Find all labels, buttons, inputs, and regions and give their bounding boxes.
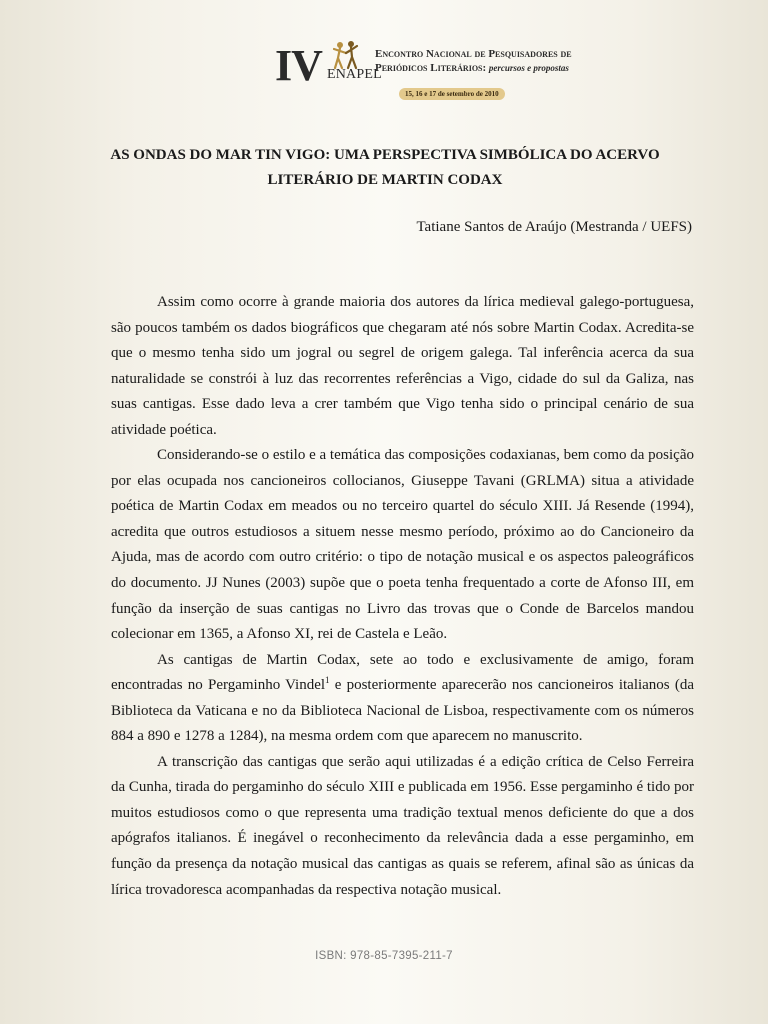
paragraph-4: A transcrição das cantigas que serão aqui utilizadas é a edição crítica de Celso Ferreira da Cunha, tirada do pergaminho do século XIII e publicada em 1956. Esse pergaminho é tido por muitos estudiosos como o que representa uma tradição textual menos deficiente do que a dos apógrafos italianos. É inegável o reconhecimento da relevância dada a esse pergaminho, em função da presença da notação musical das cantigas as quais se referem, afinal são as únicas da lírica trovadoresca acompanhadas da respectiva notação musical.: [111, 753, 694, 898]
event-name-line1: Encontro Nacional de Pesquisadores de: [375, 48, 572, 60]
event-dates-badge: 15, 16 e 17 de setembro de 2010: [399, 88, 505, 100]
paragraph-3: [111, 648, 694, 750]
article-body: [111, 290, 694, 903]
article-title: AS ONDAS DO MAR TIN VIGO: UMA PERSPECTIVA SIMBÓLICA DO ACERVO LITERÁRIO DE MARTIN CODAX: [110, 147, 660, 188]
conference-logo: [275, 40, 572, 106]
logo-roman-numeral: IV: [275, 41, 322, 90]
isbn-footer: ISBN: 978-85-7395-211-7: [315, 950, 453, 962]
logo-acronym: ENAPEL: [327, 67, 382, 82]
paragraph-1: Assim como ocorre à grande maioria dos autores da lírica medieval galego-portuguesa, são poucos também os dados biográficos que chegaram até nós sobre Martin Codax. Acredita-se que o mesmo tenha sido um jogral ou segrel de origem galega. Tal inferência acerca da sua naturalidade se constrói à luz das recorrentes referências a Vigo, cidade do sul da Galiza, nas suas cantigas. Esse dado leva a crer também que Vigo tenha sido o principal cenário de sua atividade poética.: [111, 294, 694, 438]
event-name-line2: [375, 62, 569, 74]
article-author: Tatiane Santos de Araújo (Mestranda / UEFS): [416, 219, 692, 235]
paragraph-3-text-b: e posteriormente aparecerão nos cancioneiros italianos (da Biblioteca da Vaticana e no da Biblioteca Nacional de Lisboa, respectivamente com os números 884 a 890 e 1278 a 1284), na mesma ordem com que aparecem no manuscrito.: [111, 677, 694, 745]
event-name-line2-main: Periódicos Literários:: [375, 62, 487, 74]
dancing-figures-icon: [333, 40, 359, 70]
event-name-line2-subtitle: percursos e propostas: [488, 63, 569, 73]
footnote-marker[interactable]: 1: [325, 675, 330, 686]
paragraph-3-text-a: As cantigas de Martin Codax, sete ao todo e exclusivamente de amigo, foram encontradas no Pergaminho Vindel: [111, 651, 694, 694]
paragraph-2: Considerando-se o estilo e a temática das composições codaxianas, bem como da posição por elas ocupada nos cancioneiros collocianos, Giuseppe Tavani (GRLMA) situa a atividade poética de Martin Codax em meados ou no terceiro quartel do século XIII. Já Resende (1994), acredita que outros estudiosos a situem nesse mesmo período, próximo ao do Cancioneiro da Ajuda, mas de acordo com outro critério: o tipo de notação musical e os aspectos paleográficos do documento. JJ Nunes (2003) supõe que o poeta tenha frequentado a corte de Afonso III, em função da inserção de suas cantigas no Livro das trovas que o Conde de Barcelos mandou colecionar em 1365, a Afonso XI, rei de Castela e Leão.: [111, 447, 694, 643]
